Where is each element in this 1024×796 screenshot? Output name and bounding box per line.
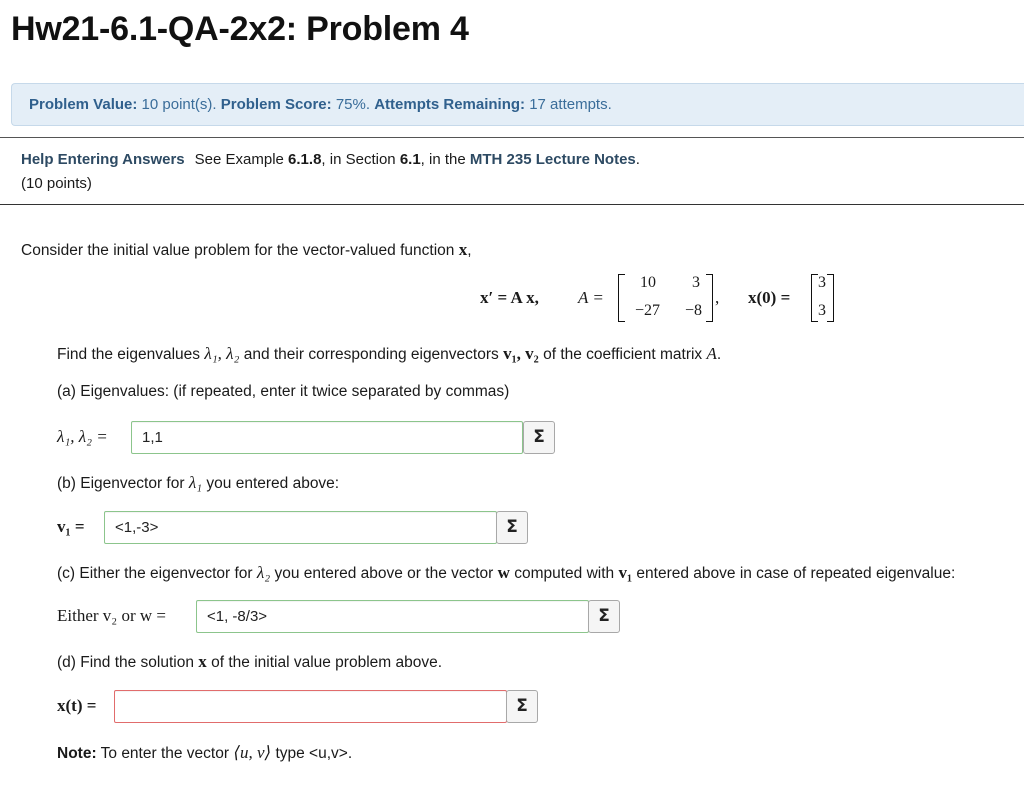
intro-var: x: [458, 240, 468, 259]
equation-editor-button[interactable]: Σ: [523, 421, 555, 454]
note-label: Note:: [57, 745, 97, 762]
heading-text: (d) Find the solution: [57, 654, 199, 671]
find-vectors: v₁, v₂: [503, 344, 539, 363]
period: .: [635, 151, 640, 168]
heading-text: entered above in case of repeated eigenvalue:: [632, 565, 956, 582]
intro-comma: ,: [467, 242, 472, 259]
page-title: Hw21-6.1-QA-2x2: Problem 4: [11, 10, 469, 48]
heading-text: (b) Eigenvector for: [57, 475, 189, 492]
vector-cell: 3: [818, 274, 826, 291]
matrix-cell: −8: [684, 302, 702, 319]
heading-var: w: [497, 563, 510, 582]
problem-score: 75%.: [335, 96, 371, 113]
eq-a-label: A =: [578, 288, 604, 307]
lecture-notes-link[interactable]: MTH 235 Lecture Notes: [469, 151, 636, 168]
matrix-cell: 3: [692, 274, 700, 291]
example-ref: 6.1.8: [288, 151, 322, 168]
equation-editor-button[interactable]: Σ: [496, 511, 528, 544]
heading-text: (c) Either the eigenvector for: [57, 565, 257, 582]
heading-var: x: [198, 652, 207, 671]
see-example-text: See Example: [194, 151, 289, 168]
note-text: type <u,v>.: [271, 745, 353, 762]
find-text: and their corresponding eigenvectors: [239, 346, 504, 363]
problem-value: 10 point(s).: [141, 96, 217, 113]
find-text: Find the eigenvalues: [57, 346, 205, 363]
divider: [0, 137, 1024, 138]
heading-text: you entered above or the vector: [270, 565, 498, 582]
in-the-text: , in the: [420, 151, 470, 168]
problem-info-box: [11, 83, 1024, 126]
attempts-remaining: 17 attempts.: [529, 96, 612, 113]
vector-right-bracket: [827, 274, 834, 322]
note: [57, 743, 352, 763]
find-eigen-text: [57, 344, 721, 364]
part-d-label: x(t) =: [57, 696, 97, 715]
heading-var: λ₁: [188, 473, 203, 492]
matrix-right-bracket: [706, 274, 713, 322]
part-b-heading: [57, 473, 339, 493]
solution-x-input[interactable]: [114, 690, 507, 723]
equation-editor-button[interactable]: Σ: [506, 690, 538, 723]
part-a-heading: (a) Eigenvalues: (if repeated, enter it twice separated by commas): [57, 383, 510, 400]
heading-var: v₁: [618, 563, 633, 582]
eq-x0-label: x(0) =: [748, 288, 791, 307]
points-text: (10 points): [21, 175, 92, 192]
eq-comma: ,: [715, 288, 720, 307]
problem-score-label: Problem Score:: [220, 96, 332, 113]
eigenvector-v2-or-w-input[interactable]: [196, 600, 589, 633]
part-b-label: v₁ =: [57, 517, 85, 536]
eq-lhs: x′ = A x,: [480, 288, 539, 307]
find-text: .: [716, 346, 722, 363]
heading-text: of the initial value problem above.: [206, 654, 443, 671]
note-text: To enter the vector: [96, 745, 234, 762]
attempts-remaining-label: Attempts Remaining:: [374, 96, 526, 113]
intro-text: Consider the initial value problem for the vector-valued function: [21, 242, 459, 259]
note-vector: ⟨u, v⟩: [233, 743, 272, 762]
divider: [0, 204, 1024, 205]
part-d-heading: [57, 652, 442, 672]
part-a-label: λ₁, λ₂ =: [57, 427, 108, 446]
heading-var: λ₂: [256, 563, 271, 582]
heading-text: you entered above:: [202, 475, 340, 492]
help-line: [21, 151, 640, 168]
part-c-heading: [57, 563, 955, 583]
in-section-text: , in Section: [321, 151, 400, 168]
equation-editor-button[interactable]: Σ: [588, 600, 620, 633]
matrix-cell: −27: [634, 302, 660, 319]
ivp-equation: [480, 268, 850, 330]
heading-text: computed with: [509, 565, 619, 582]
problem-value-label: Problem Value:: [29, 96, 138, 113]
matrix-cell: 10: [640, 274, 656, 291]
find-lambdas: λ₁, λ₂: [204, 344, 240, 363]
part-c-label: Either v₂ or w =: [57, 606, 166, 625]
vector-cell: 3: [818, 302, 826, 319]
help-entering-answers-link[interactable]: Help Entering Answers: [21, 151, 185, 168]
find-text: of the coefficient matrix: [538, 346, 707, 363]
find-matrix: A: [706, 344, 717, 363]
eigenvector-v1-input[interactable]: [104, 511, 497, 544]
section-ref: 6.1: [399, 151, 421, 168]
problem-intro: [21, 240, 472, 260]
eigenvalues-input[interactable]: [131, 421, 523, 454]
